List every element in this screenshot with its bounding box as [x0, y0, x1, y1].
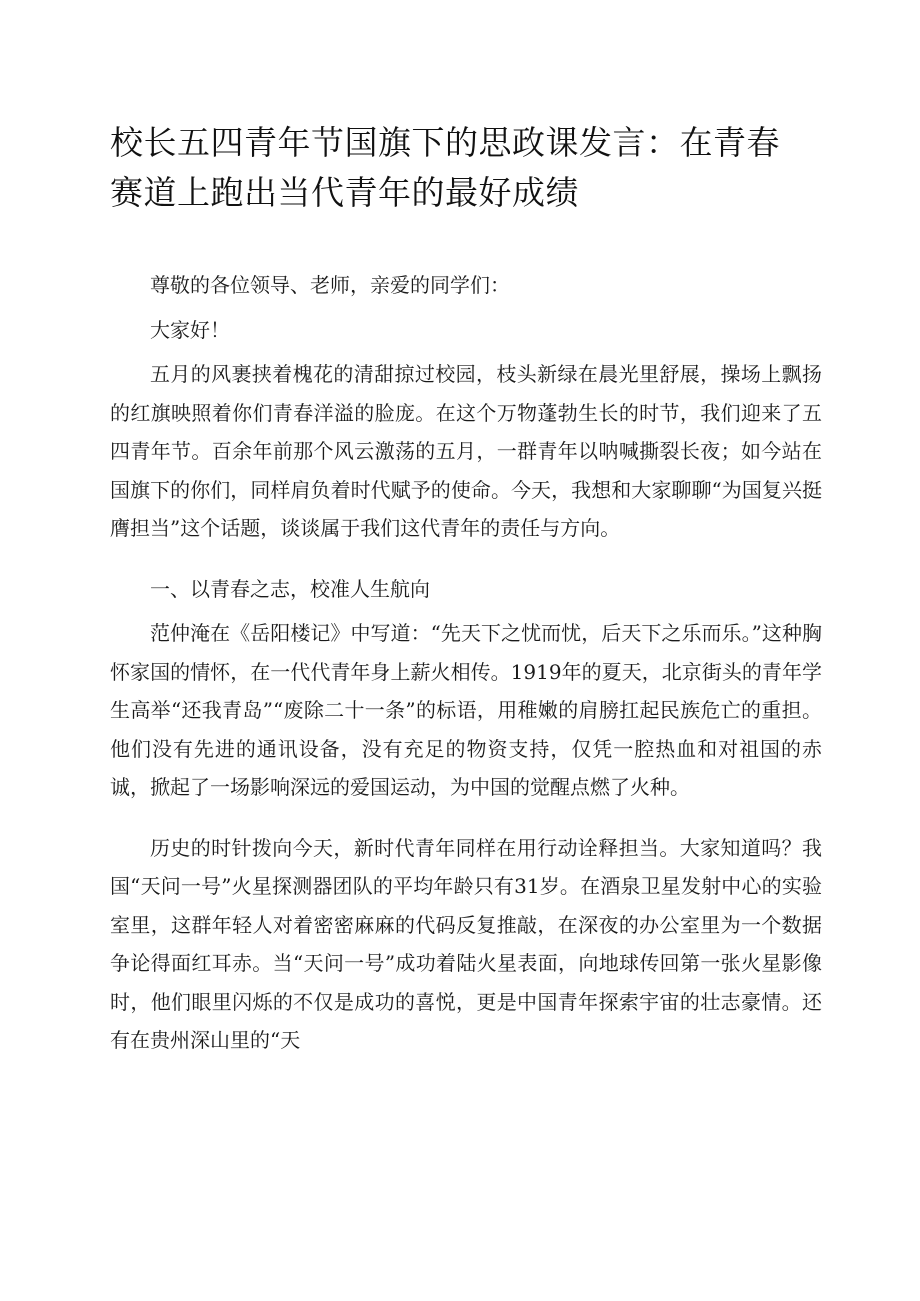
salutation-paragraph: 尊敬的各位领导、老师，亲爱的同学们：	[150, 273, 510, 297]
section-heading: 一、以青春之志，校准人生航向	[150, 576, 430, 601]
greeting-paragraph: 大家好！	[150, 317, 230, 342]
body-paragraph: 历史的时针拨向今天，新时代青年同样在用行动诠释担当。大家知道吗？我国“天问一号”火星探测器团队的平均年龄只有31岁。在酒泉卫星发射中心的实验室里，这群年轻人对着密密麻麻的代码反复推敲，在深夜的办公室里为一个数据争论得面红耳赤。当“天问一号”成功着陆火星表面，向地球传回第一张火星影像时，他们眼里闪烁的不仅是成功的喜悦，更是中国青年探索宇宙的壮志豪情。还有在贵州深山里的“天	[110, 835, 822, 1052]
intro-paragraph: 五月的风裹挟着槐花的清甜掠过校园，枝头新绿在晨光里舒展，操场上飘扬的红旗映照着你们青春洋溢的脸庞。在这个万物蓬勃生长的时节，我们迎来了五四青年节。百余年前那个风云激荡的五月，一群青年以呐喊撕裂长夜；如今站在国旗下的你们，同样肩负着时代赋予的使命。今天，我想和大家聊聊“为国复兴挺膺担当”这个话题，谈谈属于我们这代青年的责任与方向。	[110, 362, 822, 540]
document-body	[110, 266, 822, 1060]
document-title: 校长五四青年节国旗下的思政课发言：在青春赛道上跑出当代青年的最好成绩	[110, 123, 780, 212]
body-paragraph: 范仲淹在《岳阳楼记》中写道：“先天下之忧而忧，后天下之乐而乐。”这种胸怀家国的情怀，在一代代青年身上薪火相传。1919年的夏天，北京街头的青年学生高举“还我青岛”“废除二十一条”的标语，用稚嫩的肩膀扛起民族危亡的重担。他们没有先进的通讯设备，没有充足的物资支持，仅凭一腔热血和对祖国的赤诚，掀起了一场影响深远的爱国运动，为中国的觉醒点燃了火种。	[110, 621, 822, 799]
